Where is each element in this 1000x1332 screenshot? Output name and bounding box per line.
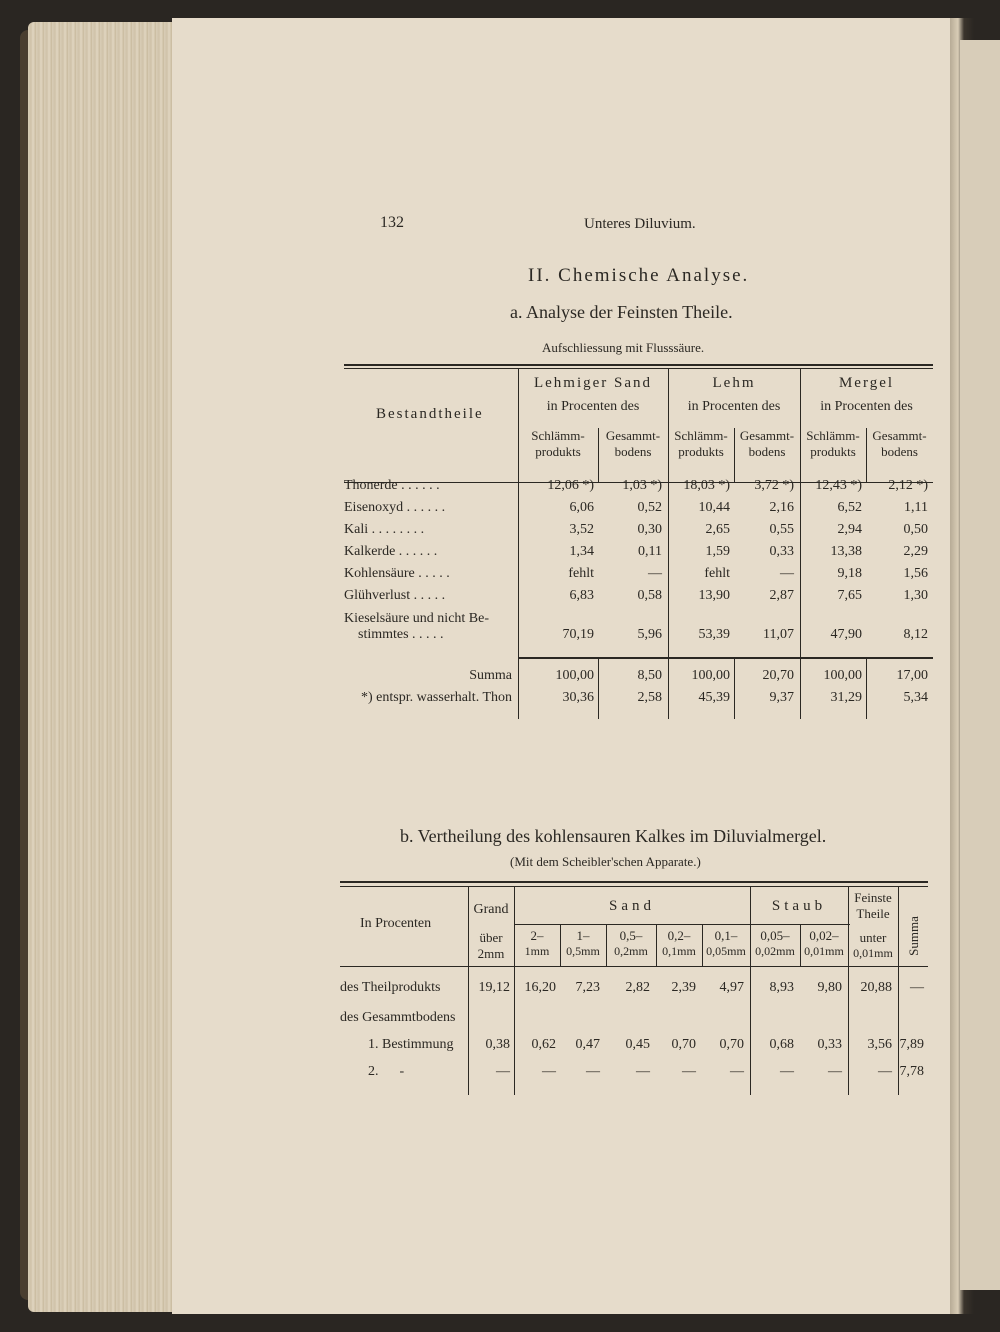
range-header-bottom: 0,2mm [614,944,648,958]
table-cell: 19,12 [478,980,510,995]
grand-header: Grand [473,902,509,917]
table-cell: 0,47 [575,1037,600,1052]
footnote-cell: 2,58 [637,690,662,705]
range-header-top: 0,02– [809,928,839,943]
section-title: II. Chemische Analyse. [528,265,750,286]
range-header-bottom: 0,5mm [566,944,600,958]
group-lehm: Lehm [712,375,756,391]
range-header-bottom: 0,1mm [662,944,696,958]
col-header: Gesammt-bodens [605,428,661,459]
table-cell: 11,07 [763,627,794,642]
table-cell: 0,38 [485,1037,510,1052]
range-header-bottom: 1mm [524,944,550,958]
table-cell: 2,29 [903,544,928,559]
table-cell: 0,70 [671,1037,696,1052]
table-cell: fehlt [704,566,730,581]
grand-range-bottom: 2mm [477,946,505,961]
table-cell: 2,12 *) [888,478,928,493]
table-cell: 6,06 [569,500,594,515]
staub-header: Staub [771,898,827,914]
summa-vertical-header: Summa [905,916,921,956]
range-header-bottom: 0,05mm [706,944,746,958]
table-cell: 10,44 [698,500,730,515]
group-mergel: Mergel [838,375,895,391]
table-cell: 1,59 [705,544,730,559]
table-b-row-header: In Procenten [360,916,432,931]
row-label: des Gesammtbodens [340,1010,456,1025]
range-header-bottom: 0,01mm [804,944,844,958]
table-cell: — [496,1064,510,1079]
range-header-top: 0,5– [619,928,643,943]
table-cell: — [648,566,662,581]
table-cell: 0,45 [625,1037,650,1052]
row-label: des Theilprodukts [340,980,441,995]
table-cell: 13,90 [698,588,730,603]
group-lehmiger-sand-sub: in Procenten des [546,399,640,414]
group-lehmiger-sand: Lehmiger Sand [533,375,653,391]
table-cell: 0,70 [719,1037,744,1052]
row-label: Kali . . . . . . . . [344,522,425,537]
table-cell: 2,65 [705,522,730,537]
table-cell: 9,18 [837,566,862,581]
table-cell: — [878,1064,892,1079]
feinste-range-bottom: 0,01mm [853,946,893,960]
table-cell: — [730,1064,744,1079]
footnote-cell: 45,39 [698,690,730,705]
table-cell: 12,43 *) [815,478,862,493]
table-cell: 0,62 [531,1037,556,1052]
table-cell: 1,34 [569,544,594,559]
table-cell: 0,30 [637,522,662,537]
footnote-label: *) entspr. wasserhalt. Thon [361,690,512,705]
table-cell: 1,56 [903,566,928,581]
table-cell: 7,89 [899,1037,924,1052]
range-header-top: 1– [576,928,590,943]
page-number: 132 [380,214,404,231]
footnote-cell: 30,36 [562,690,594,705]
table-cell: 2,39 [671,980,696,995]
table-cell: 7,65 [837,588,862,603]
table-cell: 2,82 [625,980,650,995]
table-a-row-header: Bestandtheile [376,406,484,422]
table-cell: — [780,1064,794,1079]
table-cell: — [828,1064,842,1079]
table-cell: 0,11 [638,544,662,559]
table-cell: 8,12 [903,627,928,642]
facing-page-sliver [960,40,1000,1290]
table-cell: 0,68 [769,1037,794,1052]
table-cell: — [636,1064,650,1079]
col-header: Schlämm-produkts [674,428,728,459]
table-b-title: b. Vertheilung des kohlensauren Kalkes im Diluvialmergel. [400,826,827,846]
table-cell: 20,88 [860,980,892,995]
summa-cell: 100,00 [823,668,862,683]
table-cell: 6,52 [837,500,862,515]
table-cell: 2,87 [769,588,794,603]
feinste-header-1: Feinste [854,890,892,905]
table-b-subtitle: (Mit dem Scheibler'schen Apparate.) [510,854,701,869]
range-header-top: 0,05– [760,928,790,943]
table-cell: 5,96 [637,627,662,642]
book-page [172,18,950,1314]
row-label: 1. Bestimmung [368,1037,454,1052]
table-cell: 53,39 [698,627,730,642]
sand-header: Sand [609,898,655,914]
feinste-header-2: Theile [856,906,890,921]
table-cell: 0,55 [769,522,794,537]
table-cell: 3,52 [569,522,594,537]
table-cell: 4,97 [719,980,744,995]
summa-cell: 100,00 [691,668,730,683]
table-cell: 12,06 *) [547,478,594,493]
page-stack-edges [28,22,178,1312]
col-header: Gesammt-bodens [739,428,795,459]
table-cell: 7,78 [899,1064,924,1079]
table-cell: 0,52 [637,500,662,515]
summa-cell: 8,50 [637,668,662,683]
range-header-bottom: 0,02mm [755,944,795,958]
table-cell: 8,93 [769,980,794,995]
table-cell: 2,94 [837,522,862,537]
table-cell: — [682,1064,696,1079]
table-cell: 3,72 *) [754,478,794,493]
summa-cell: 17,00 [896,668,928,683]
table-cell: fehlt [568,566,594,581]
range-header-top: 2– [530,928,544,943]
summa-cell: 100,00 [555,668,594,683]
group-lehm-sub: in Procenten des [687,399,781,414]
col-header: Gesammt-bodens [872,428,927,459]
summa-label: Summa [469,668,512,683]
group-mergel-sub: in Procenten des [820,399,913,414]
table-cell: 0,33 [817,1037,842,1052]
table-cell: 2,16 [769,500,794,515]
table-cell: 7,23 [575,980,600,995]
table-cell: 47,90 [830,627,862,642]
col-header: Schlämm-produkts [531,428,585,459]
table-cell: — [910,980,924,995]
table-cell: 1,03 *) [622,478,662,493]
table-cell: — [780,566,794,581]
grand-range-top: über [479,930,503,945]
row-label-line2: stimmtes . . . . . [358,627,444,642]
table-cell: 13,38 [830,544,862,559]
row-label: 2. - [368,1064,405,1079]
table-cell: 18,03 *) [683,478,730,493]
table-cell: 16,20 [524,980,556,995]
table-cell: 6,83 [569,588,594,603]
running-title: Unteres Diluvium. [584,216,696,232]
summa-cell: 20,70 [762,668,794,683]
table-a-title: a. Analyse der Feinsten Theile. [510,302,733,322]
col-header: Schlämm-produkts [806,428,860,459]
table-cell: 70,19 [562,627,594,642]
footnote-cell: 31,29 [830,690,862,705]
table-cell: 0,33 [769,544,794,559]
row-label-line1: Kieselsäure und nicht Be- [344,611,490,626]
range-header-top: 0,1– [714,928,738,943]
table-cell: — [542,1064,556,1079]
row-label: Eisenoxyd . . . . . . [344,500,446,515]
footnote-cell: 9,37 [769,690,794,705]
feinste-range-top: unter [859,930,887,945]
row-label: Kalkerde . . . . . . [344,544,438,559]
row-label: Kohlensäure . . . . . [344,566,450,581]
table-cell: — [586,1064,600,1079]
footnote-cell: 5,34 [903,690,928,705]
row-label: Glühverlust . . . . . [344,588,446,603]
table-cell: 3,56 [867,1037,892,1052]
table-cell: 0,50 [903,522,928,537]
table-cell: 0,58 [637,588,662,603]
table-cell: 1,11 [904,500,928,515]
table-cell: 1,30 [903,588,928,603]
row-label: Thonerde . . . . . . [344,478,440,493]
table-a-subtitle: Aufschliessung mit Flusssäure. [542,340,705,355]
table-cell: 9,80 [817,980,842,995]
range-header-top: 0,2– [667,928,691,943]
